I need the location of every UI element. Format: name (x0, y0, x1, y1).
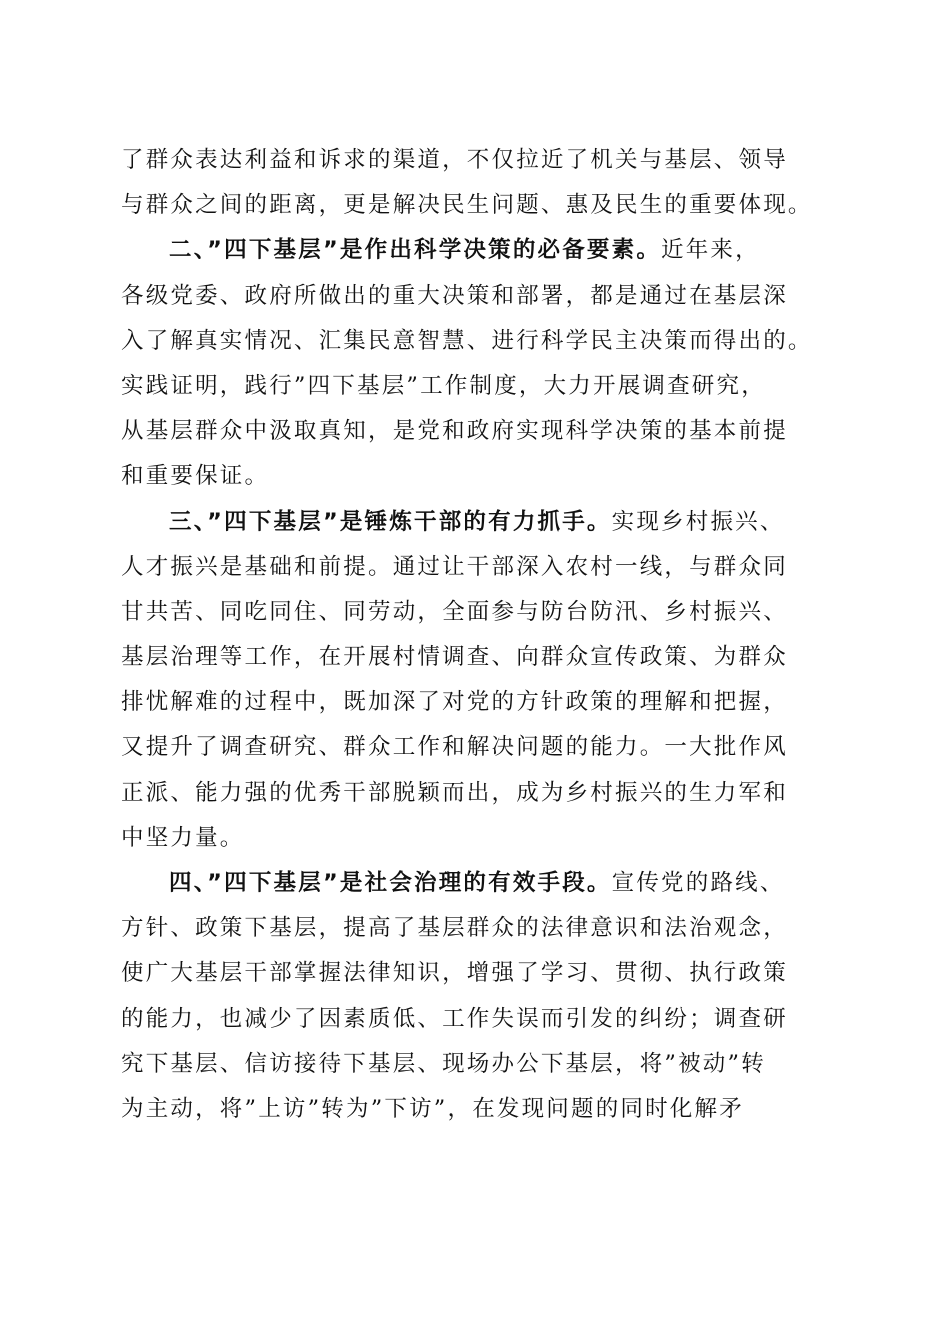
paragraph-1 (121, 138, 841, 228)
text-line: 又提升了调查研究、群众工作和解决问题的能力。一大批作风 (121, 734, 788, 761)
text-line: 各级党委、政府所做出的重大决策和部署，都是通过在基层深 (121, 282, 788, 309)
section-heading: 二、”四下基层”是作出科学决策的必备要素。 (169, 237, 662, 264)
paragraph-first-line (121, 861, 841, 906)
text-line: 和重要保证。 (121, 463, 270, 490)
paragraph-3 (121, 500, 841, 862)
text-line: 正派、能力强的优秀干部脱颖而出，成为乡村振兴的生力军和 (121, 779, 788, 806)
text-run: 近年来， (661, 237, 760, 264)
text-line: 使广大基层干部掌握法律知识，增强了学习、贯彻、执行政策 (121, 960, 788, 987)
text-line: 排忧解难的过程中，既加深了对党的方针政策的理解和把握， (121, 689, 788, 716)
text-line: 实践证明，践行”四下基层”工作制度，大力开展调查研究， (121, 372, 766, 399)
text-line: 入了解真实情况、汇集民意智慧、进行科学民主决策而得出的。 (121, 327, 813, 354)
text-line: 从基层群众中汲取真知，是党和政府实现科学决策的基本前提 (121, 418, 788, 445)
text-line: 与群众之间的距离，更是解决民生问题、惠及民生的重要体现。 (121, 192, 813, 219)
text-line: 为主动，将”上访”转为”下访”，在发现问题的同时化解矛 (121, 1095, 744, 1122)
text-line: 人才振兴是基础和前提。通过让干部深入农村一线，与群众同 (121, 553, 788, 580)
paragraph-first-line (121, 228, 841, 273)
text-line: 究下基层、信访接待下基层、现场办公下基层，将”被动”转 (121, 1050, 766, 1077)
paragraph-2 (121, 228, 841, 499)
text-run: 实现乡村振兴、 (611, 508, 785, 535)
text-run: 宣传党的路线、 (611, 870, 785, 896)
text-line: 了群众表达利益和诉求的渠道，不仅拉近了机关与基层、领导 (121, 147, 788, 173)
section-heading: 三、”四下基层”是锤炼干部的有力抓手。 (169, 508, 612, 535)
section-heading: 四、”四下基层”是社会治理的有效手段。 (169, 870, 612, 896)
text-line: 基层治理等工作，在开展村情调查、向群众宣传政策、为群众 (121, 644, 788, 671)
paragraph-4 (121, 861, 841, 1132)
text-line: 甘共苦、同吃同住、同劳动，全面参与防台防汛、乡村振兴、 (121, 598, 788, 625)
text-line: 中坚力量。 (121, 824, 245, 851)
text-line: 方针、政策下基层，提高了基层群众的法律意识和法治观念， (121, 915, 788, 942)
paragraph-first-line (121, 500, 841, 545)
text-line: 的能力，也减少了因素质低、工作失误而引发的纠纷；调查研 (121, 1005, 788, 1032)
document-body (121, 138, 841, 1132)
